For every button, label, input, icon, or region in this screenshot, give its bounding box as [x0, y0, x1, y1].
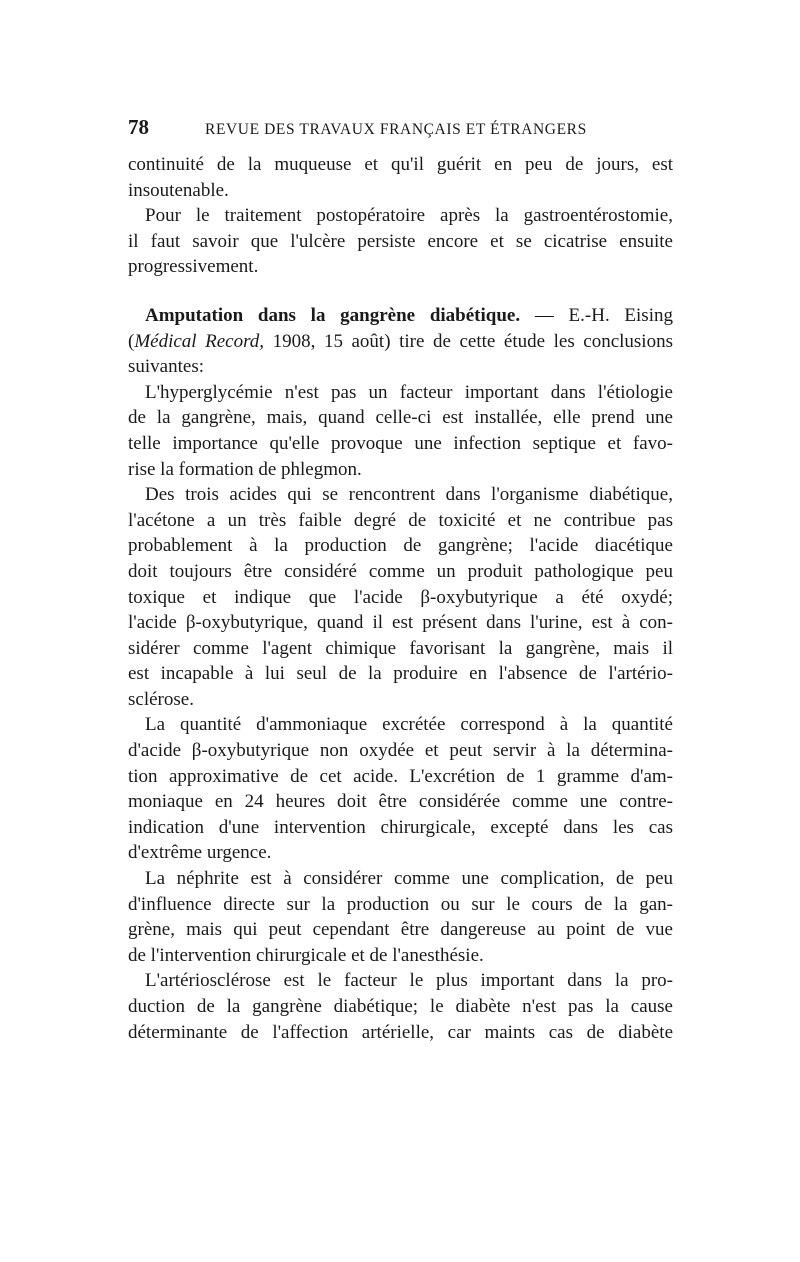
- paragraph-2: [128, 203, 673, 280]
- text-line: toxique et indique que l'acide β-oxybutyrique a été oxydé;: [128, 586, 673, 608]
- article-amputation: [128, 303, 673, 380]
- text-line: d'influence directe sur la production ou sur le cours de la gan-: [128, 893, 673, 915]
- text-line: telle importance qu'elle provoque une infection septique et favo-: [128, 432, 673, 454]
- paragraph-5: [128, 482, 673, 712]
- text-line: l'acétone a un très faible degré de toxicité et ne contribue pas: [128, 509, 673, 531]
- text-line: Des trois acides qui se rencontrent dans l'organisme diabétique,: [145, 484, 673, 506]
- article-source: Médical Record,: [134, 330, 265, 352]
- text-line: L'hyperglycémie n'est pas un facteur important dans l'étiologie: [145, 381, 673, 403]
- running-title: REVUE DES TRAVAUX FRANÇAIS ET ÉTRANGERS: [205, 121, 587, 138]
- text-line: L'artériosclérose est le facteur le plus important dans la pro-: [145, 970, 673, 992]
- text-line: suivantes:: [128, 356, 204, 378]
- text-line: La quantité d'ammoniaque excrétée correspond à la quantité: [145, 714, 673, 736]
- text-line: l'acide β-oxybutyrique, quand il est présent dans l'urine, est à con-: [128, 612, 673, 634]
- text-line: d'acide β-oxybutyrique non oxydée et peut servir à la détermina-: [128, 740, 673, 762]
- book-page: [128, 112, 673, 1045]
- text-line: grène, mais qui peut cependant être dangereuse au point de vue: [128, 919, 673, 941]
- text-line: rise la formation de phlegmon.: [128, 458, 362, 480]
- paragraph-4: [128, 380, 673, 482]
- text-line: doit toujours être considéré comme un produit pathologique peu: [128, 560, 673, 582]
- text-line: moniaque en 24 heures doit être considérée comme une contre-: [128, 791, 673, 813]
- running-head: [128, 112, 673, 142]
- paragraph-6: [128, 712, 673, 866]
- text-line: d'extrême urgence.: [128, 842, 272, 864]
- text-line: sidérer comme l'agent chimique favorisant la gangrène, mais il: [128, 637, 673, 659]
- page-number: 78: [128, 115, 149, 139]
- article-source-line: (Médical Record, 1908, 15 août) tire de cette étude les conclusions: [128, 330, 673, 352]
- section-gap: [128, 280, 673, 303]
- text-line: insoutenable.: [128, 179, 229, 201]
- article-source-rest: 1908, 15 août) tire de cette étude les conclusions: [264, 330, 673, 352]
- text-line: il faut savoir que l'ulcère persiste encore et se cicatrise ensuite: [128, 230, 673, 252]
- paragraph-7: [128, 866, 673, 968]
- text-line: de l'intervention chirurgicale et de l'anesthésie.: [128, 944, 484, 966]
- text-line: indication d'une intervention chirurgicale, excepté dans les cas: [128, 816, 673, 838]
- text-line: est incapable à lui seul de la produire en l'absence de l'artério-: [128, 663, 673, 685]
- text-line: déterminante de l'affection artérielle, car maints cas de diabète: [128, 1021, 673, 1043]
- article-author: — E.-H. Eising: [520, 304, 673, 326]
- paragraph-8: [128, 968, 673, 1045]
- text-line: sclérose.: [128, 688, 194, 710]
- text-line: tion approximative de cet acide. L'excrétion de 1 gramme d'am-: [128, 765, 673, 787]
- text-line: Pour le traitement postopératoire après la gastroentérostomie,: [145, 205, 673, 227]
- text-line: probablement à la production de gangrène; l'acide diacétique: [128, 535, 673, 557]
- text-line: La néphrite est à considérer comme une complication, de peu: [145, 868, 673, 890]
- text-line: progressivement.: [128, 256, 259, 278]
- article-heading: Amputation dans la gangrène diabétique.: [145, 304, 521, 326]
- text-line: continuité de la muqueuse et qu'il guérit en peu de jours, est: [128, 154, 673, 175]
- article-heading-line: [128, 303, 673, 329]
- text-line: de la gangrène, mais, quand celle-ci est installée, elle prend une: [128, 407, 673, 429]
- text-line: duction de la gangrène diabétique; le diabète n'est pas la cause: [128, 996, 673, 1017]
- paragraph-1: [128, 152, 673, 203]
